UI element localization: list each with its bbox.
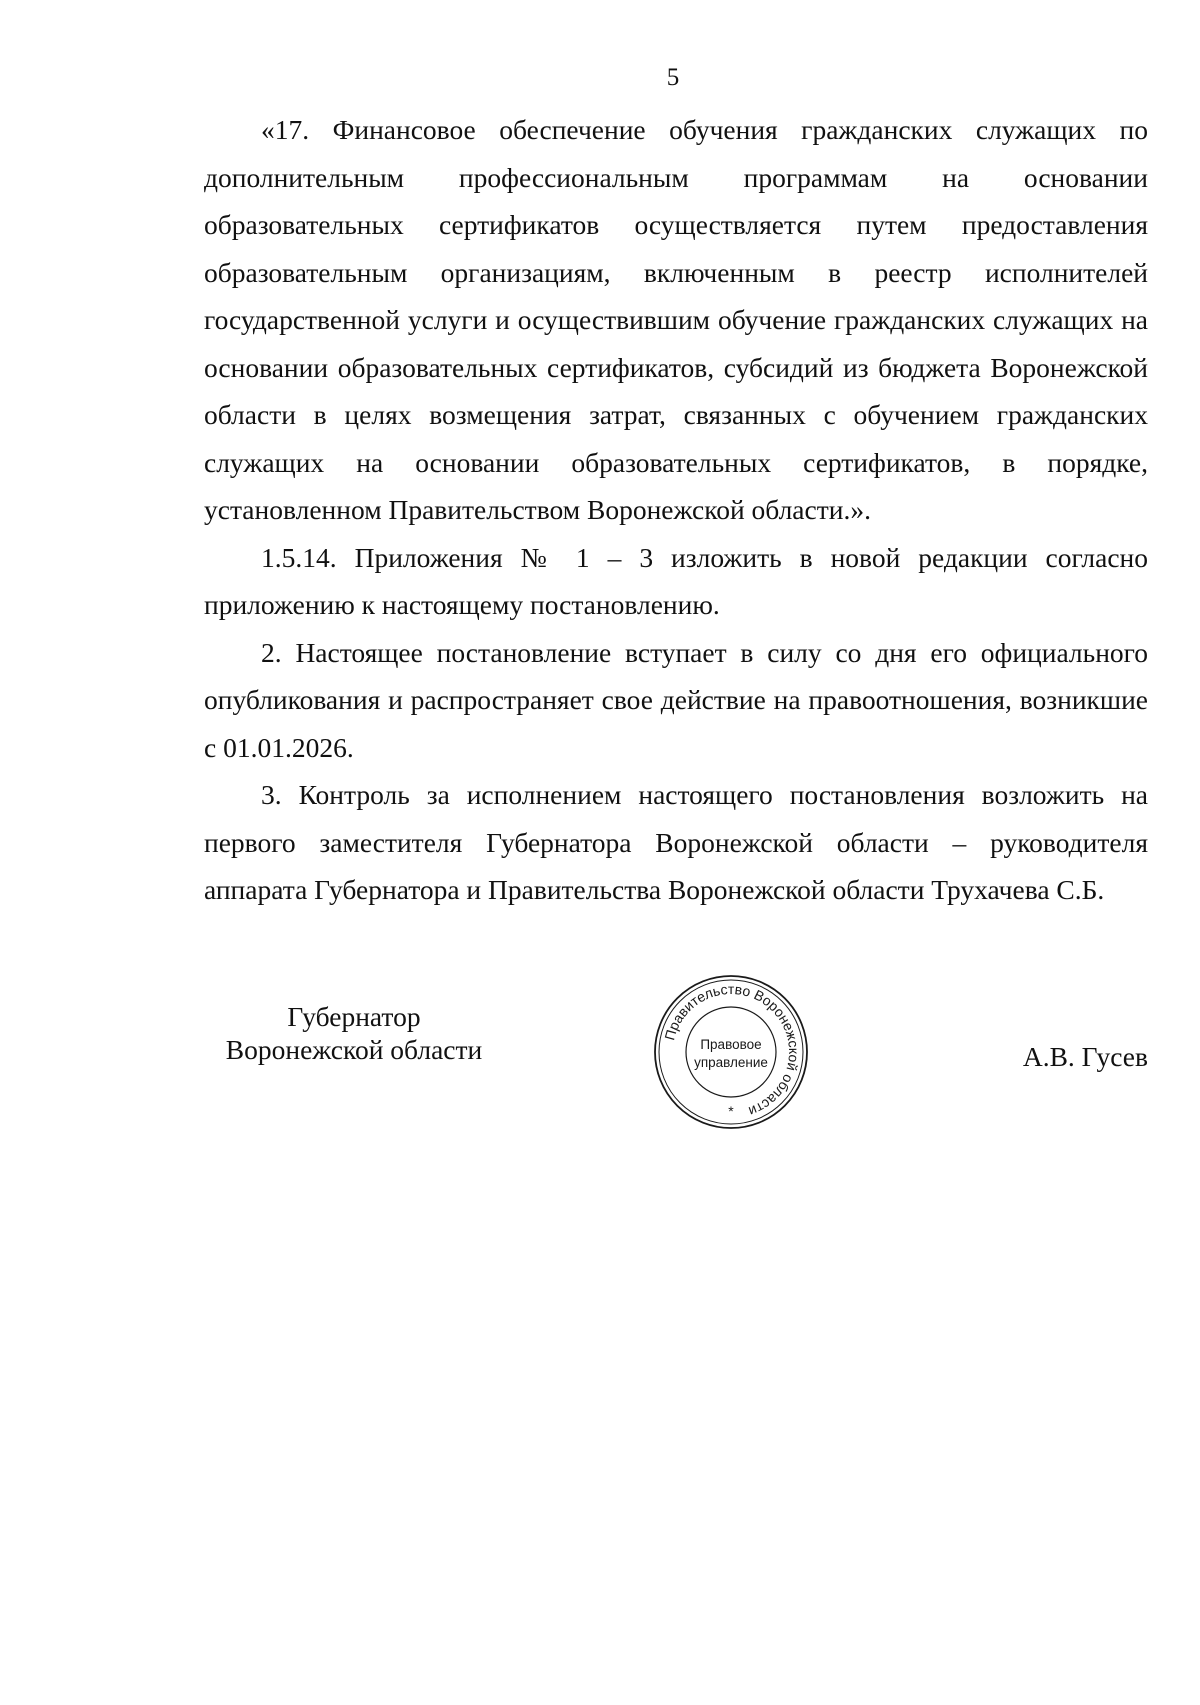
paragraph-1-5-14: 1.5.14. Приложения № 1 – 3 изложить в новой редакции согласно приложению к настоящему постановлению. [204, 541, 1148, 620]
paragraph-item-17: «17. Финансовое обеспечение обучения гражданских служащих по дополнительным профессиональным программам на основании образовательных сертификатов осуществляется путем предоставления образовательным организациям, включенным в реестр исполнителей государственной услуги и осуществившим обучение гражданских служащих на основании образовательных сертификатов, субсидий из бюджета Воронежской области в целях возмещения затрат, связанных с обучением гражданских служащих на основании образовательных сертификатов, в порядке, установленном Правительством Воронежской области.». [204, 114, 1148, 525]
signer-title-line1: Губернатор [287, 1001, 421, 1032]
seal-center-line1: Правовое [700, 1037, 762, 1052]
seal-stamp [651, 972, 811, 1132]
signature-block [204, 980, 1148, 1140]
seal-ring-text: Правительство Воронежской области [661, 980, 803, 1120]
page-number: 5 [666, 64, 680, 91]
signer-title [204, 1000, 504, 1066]
signer-name: А.В. Гусев [1022, 1041, 1148, 1072]
paragraph-2-effective-date: 2. Настоящее постановление вступает в силу со дня его официального опубликования и распространяет свое действие на правоотношения, возникшие с 01.01.2026. [204, 636, 1148, 763]
paragraph-3-control: 3. Контроль за исполнением настоящего постановления возложить на первого заместителя Губернатора Воронежской области – руководителя аппарата Губернатора и Правительства Воронежской области Трухачева С.Б. [204, 779, 1148, 905]
seal-center-line2: управление [694, 1055, 768, 1070]
signer-title-line2: Воронежской области [225, 1034, 483, 1065]
seal-star-icon: * [728, 1103, 734, 1119]
document-body [204, 106, 1148, 914]
